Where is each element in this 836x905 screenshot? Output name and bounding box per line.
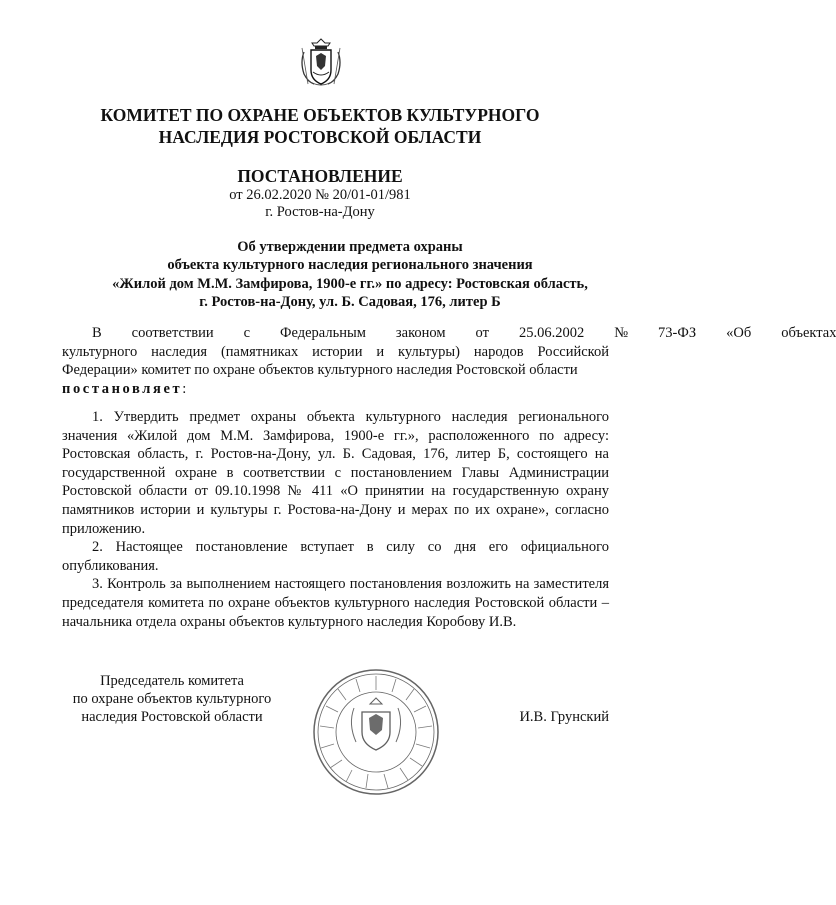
document-place: г. Ростов-на-Дону bbox=[265, 204, 375, 220]
resolution-item-3: 3. Контроль за выполнением настоящего постановления возложить на заместителя председателя комитета по охране объектов культурного наследия Ростовской области – начальника отдела охраны объектов культурного наследия Коробову И.В. bbox=[62, 576, 609, 630]
resolution-item-1: 1. Утвердить предмет охраны объекта культурного наследия регионального значения «Жилой дом М.М. Замфирова, 1900-е гг.», расположенного по адресу: Ростовская область, г. Ростов-на-Дону, ул. Б. Садовая, 176, литер Б, состоящего на государственной охране в соответствии с постановлением Главы Администрации Ростовской области от 09.10.1998 № 411 «О принятии на государственную охрану памятников истории и культуры г. Ростова-на-Дону и мерах по их охране», согласно приложению. bbox=[62, 409, 609, 537]
subject-line-1: Об утверждении предмета охраны bbox=[237, 239, 463, 255]
word: наследия bbox=[151, 343, 208, 360]
word: и bbox=[376, 343, 385, 360]
word: с bbox=[243, 325, 251, 341]
word: 25.06.2002 bbox=[518, 325, 585, 341]
resolution-items bbox=[62, 408, 609, 631]
resolve-line bbox=[62, 380, 609, 399]
signer-name: И.В. Грунский bbox=[519, 709, 609, 725]
signer-position-line-3: наследия Ростовской области bbox=[81, 709, 263, 725]
word: объектах bbox=[781, 325, 836, 341]
word: законом bbox=[395, 325, 446, 341]
signer-position-line-2: по охране объектов культурного bbox=[72, 691, 272, 707]
word: Российской bbox=[537, 343, 609, 360]
organization-title-line-1: КОМИТЕТ ПО ОХРАНЕ ОБЪЕКТОВ КУЛЬТУРНОГО bbox=[100, 105, 540, 125]
document-date-number: от 26.02.2020 № 20/01-01/981 bbox=[229, 187, 411, 203]
resolve-suffix: : bbox=[182, 380, 187, 397]
word: Федеральным bbox=[280, 325, 366, 341]
subject-line-2: объекта культурного наследия регионального значения bbox=[167, 257, 533, 274]
word: В bbox=[92, 325, 102, 341]
coat-of-arms-icon bbox=[298, 38, 344, 90]
subject-line-4: г. Ростов-на-Дону, ул. Б. Садовая, 176, литер Б bbox=[199, 294, 501, 311]
word: от bbox=[475, 325, 489, 341]
signer-position-line-1: Председатель комитета bbox=[100, 673, 244, 689]
word: (памятниках bbox=[220, 343, 299, 360]
organization-title-line-2: НАСЛЕДИЯ РОСТОВСКОЙ ОБЛАСТИ bbox=[158, 127, 482, 147]
preamble-paragraph bbox=[62, 324, 836, 398]
word: истории bbox=[312, 343, 363, 360]
preamble-line-2 bbox=[62, 343, 609, 362]
organization-title bbox=[60, 104, 580, 148]
word: культурного bbox=[62, 343, 138, 360]
word: народов bbox=[473, 343, 524, 360]
preamble-line-1 bbox=[62, 324, 836, 343]
document-type: ПОСТАНОВЛЕНИЕ bbox=[237, 166, 403, 186]
word: № bbox=[614, 325, 629, 341]
resolve-word: постановляет bbox=[62, 380, 183, 397]
word: соответствии bbox=[131, 325, 214, 341]
preamble-line-3: Федерации» комитет по охране объектов культурного наследия Ростовской области bbox=[62, 362, 578, 379]
signer-position bbox=[62, 672, 282, 726]
subject-line-3: «Жилой дом М.М. Замфирова, 1900-е гг.» по адресу: Ростовская область, bbox=[112, 275, 588, 292]
word: культуры) bbox=[398, 343, 460, 360]
document-subject bbox=[30, 238, 670, 312]
word: «Об bbox=[726, 325, 752, 341]
resolution-item-2: 2. Настоящее постановление вступает в силу со дня его официального опубликования. bbox=[62, 539, 609, 574]
word: 73-ФЗ bbox=[658, 325, 697, 341]
official-seal-icon bbox=[312, 668, 440, 796]
